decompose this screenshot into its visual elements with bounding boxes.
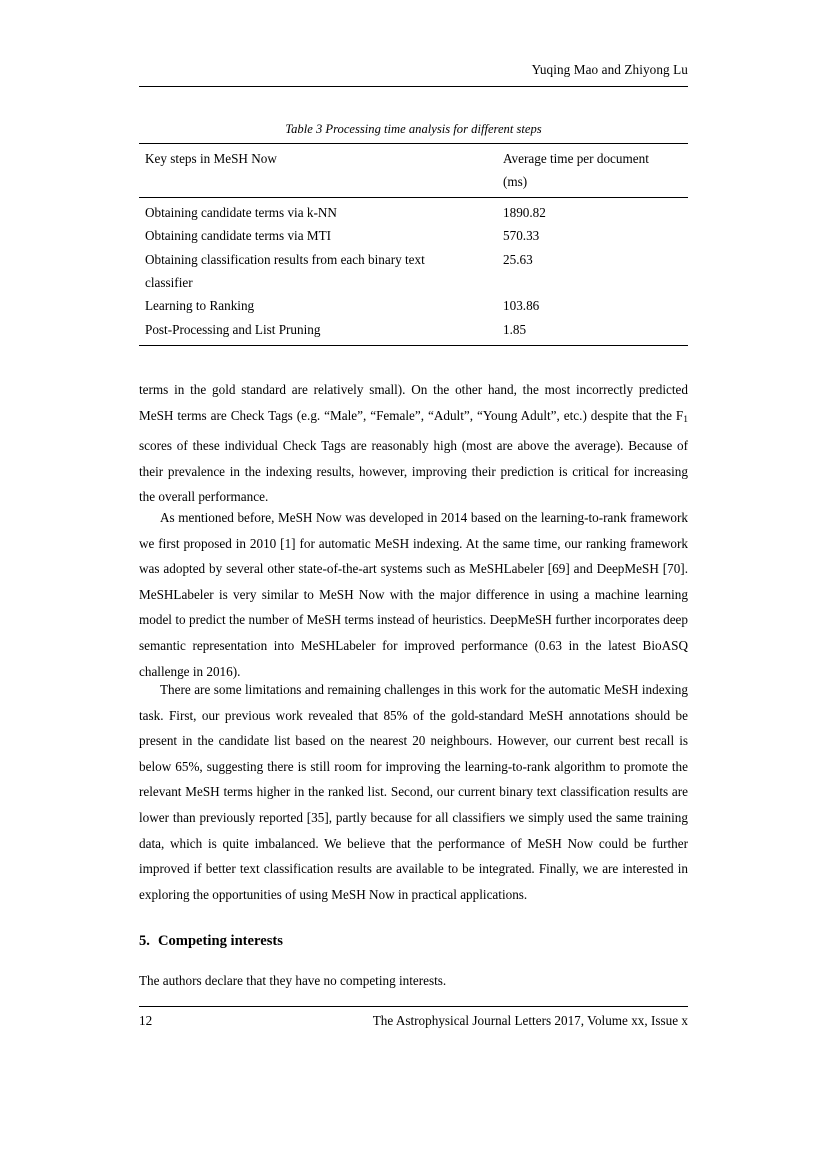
paragraph-2 bbox=[139, 505, 688, 684]
processing-time-table bbox=[139, 143, 688, 346]
table-cell-step: Obtaining classification results from each binary text classifier bbox=[145, 251, 425, 291]
table-body-group bbox=[139, 198, 688, 345]
table-cell-time: 1.85 bbox=[503, 321, 527, 337]
table-header-cell-step: Key steps in MeSH Now bbox=[145, 151, 277, 166]
table-header-group bbox=[139, 144, 688, 197]
competing-interests-statement: The authors declare that they have no competing interests. bbox=[139, 973, 447, 988]
table-caption: Table 3 Processing time analysis for different steps bbox=[285, 122, 542, 136]
section-number: 5. bbox=[139, 933, 150, 949]
paragraph-2-text: As mentioned before, MeSH Now was developed in 2014 based on the learning-to-rank framework we first proposed in 2010 [1] for automatic MeSH indexing. At the same time, our ranking framework was adopted by several other state-of-the-art systems such as MeSHLabeler [69] and DeepMeSH [70]. MeSHLabeler is very similar to MeSH Now with the major difference in using a machine learning model to predict the number of MeSH terms instead of heuristics. DeepMeSH further incorporates deep semantic representation into MeSHLabeler for improved performance (0.63 in the latest BioASQ challenge in 2016). bbox=[139, 510, 688, 679]
table-header-row bbox=[139, 147, 688, 194]
table-cell-step: Obtaining candidate terms via MTI bbox=[145, 228, 332, 244]
section-title: Competing interests bbox=[157, 933, 283, 949]
table-cell-time: 1890.82 bbox=[503, 204, 546, 220]
paragraph-3 bbox=[139, 677, 688, 907]
paragraph-1-part1: terms in the gold standard are relatively small). On the other hand, the most incorrectly predicted MeSH terms are Check Tags (e.g. “Male”, “Female”, “Adult”, “Young Adult”, etc.) despite that the F bbox=[139, 382, 688, 423]
paragraph-1-text bbox=[139, 377, 688, 510]
table-cell-time: 570.33 bbox=[503, 228, 540, 244]
table-row bbox=[139, 318, 688, 341]
table-cell-step: Learning to Ranking bbox=[145, 298, 255, 314]
table-row bbox=[139, 201, 688, 224]
table-cell-step: Post-Processing and List Pruning bbox=[145, 321, 321, 337]
footer-rule bbox=[139, 1006, 688, 1007]
running-head-rule bbox=[139, 86, 688, 87]
paragraph-1-part2: scores of these individual Check Tags are reasonably high (most are above the average). Because of their prevalence in the indexing results, however, improving their prediction is critical for increasing the overall performance. bbox=[139, 438, 688, 505]
table-cell-time: 25.63 bbox=[503, 251, 533, 267]
table-cell-step: Obtaining candidate terms via k-NN bbox=[145, 204, 337, 220]
page-number: 12 bbox=[139, 1013, 153, 1028]
table-row bbox=[139, 294, 688, 317]
journal-reference: The Astrophysical Journal Letters 2017, Volume xx, Issue x bbox=[372, 1013, 688, 1028]
page-footer bbox=[139, 1012, 688, 1030]
f1-subscript: 1 bbox=[683, 414, 688, 425]
table-row bbox=[139, 224, 688, 247]
paragraph-1 bbox=[139, 377, 688, 510]
paragraph-3-text: There are some limitations and remaining challenges in this work for the automatic MeSH indexing task. First, our previous work revealed that 85% of the gold-standard MeSH annotations should be present in the candidate list based on the nearest 20 neighbours. However, our current best recall is below 65%, suggesting there is still room for improving the learning-to-rank algorithm to promote the relevant MeSH terms higher in the ranked list. Second, our current binary text classification results are lower than previously reported [35], partly because for all classifiers we simply used the same training data, which is quite imbalanced. We believe that the performance of MeSH Now could be further improved if better text classification results are available to be integrated. Finally, we are interested in exploring the opportunities of using MeSH Now in practical applications. bbox=[139, 682, 688, 902]
table-header-cell-time: Average time per document (ms) bbox=[503, 151, 649, 190]
table-row bbox=[139, 248, 688, 295]
table-cell-time: 103.86 bbox=[503, 298, 540, 314]
section-heading-competing-interests bbox=[139, 931, 688, 951]
table-bottom-rule bbox=[139, 345, 688, 346]
running-head-authors: Yuqing Mao and Zhiyong Lu bbox=[531, 62, 688, 77]
